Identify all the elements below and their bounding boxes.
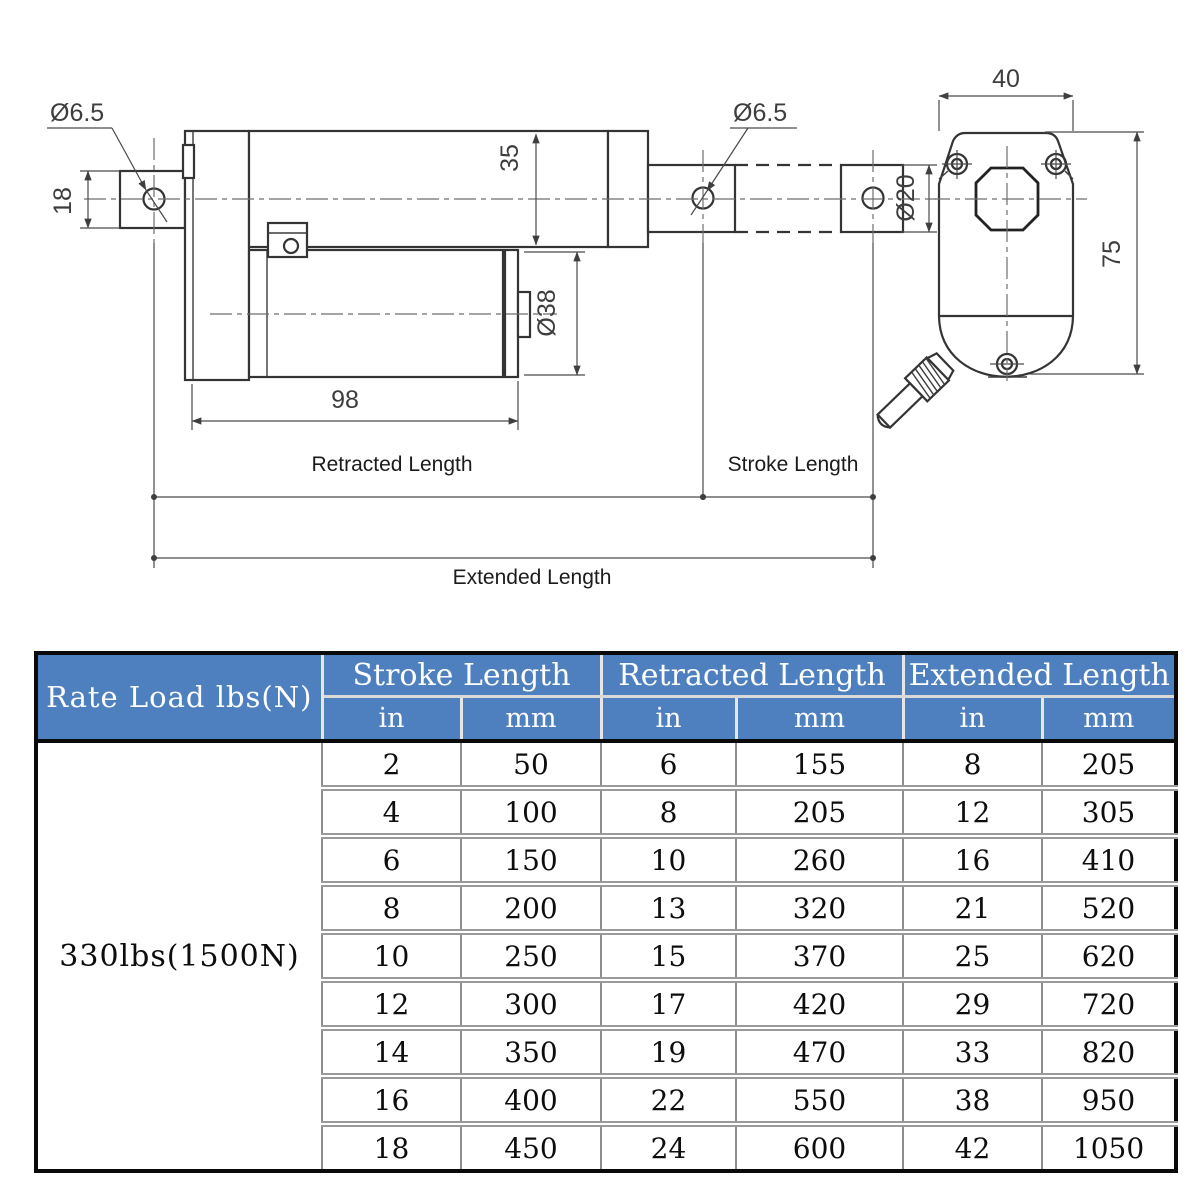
retracted-length-label: Retracted Length [311, 453, 473, 476]
table-cell: 10 [601, 836, 736, 884]
cable [878, 383, 923, 427]
table-cell: 42 [903, 1124, 1042, 1171]
svg-text:98: 98 [331, 386, 359, 414]
header-retracted-length: Retracted Length [601, 653, 903, 697]
table-cell: 150 [461, 836, 601, 884]
header-extended-length: Extended Length [903, 653, 1176, 697]
table-cell: 25 [903, 932, 1042, 980]
table-cell: 13 [601, 884, 736, 932]
table-cell: 29 [903, 980, 1042, 1028]
table-cell: 410 [1042, 836, 1176, 884]
table-cell: 950 [1042, 1076, 1176, 1124]
table-cell: 400 [461, 1076, 601, 1124]
table-row [36, 741, 1176, 788]
unit-header-extended-mm: mm [1042, 697, 1176, 742]
table-cell: 155 [736, 741, 903, 788]
svg-text:Ø20: Ø20 [892, 174, 920, 222]
table-cell: 15 [601, 932, 736, 980]
unit-header-retracted-in: in [601, 697, 736, 742]
table-cell: 18 [322, 1124, 461, 1171]
table-cell: 22 [601, 1076, 736, 1124]
svg-text:18: 18 [49, 187, 77, 215]
side-view [47, 99, 937, 589]
table-cell: 320 [736, 884, 903, 932]
housing-boss [183, 145, 194, 178]
table-cell: 300 [461, 980, 601, 1028]
svg-text:Ø6.5: Ø6.5 [733, 99, 788, 127]
table-cell: 4 [322, 788, 461, 836]
table-cell: 370 [736, 932, 903, 980]
unit-header-extended-in: in [903, 697, 1042, 742]
table-cell: 520 [1042, 884, 1176, 932]
table-cell: 21 [903, 884, 1042, 932]
table-cell: 200 [461, 884, 601, 932]
table-cell: 6 [322, 836, 461, 884]
unit-header-retracted-mm: mm [736, 697, 903, 742]
svg-text:75: 75 [1098, 240, 1126, 268]
table-cell: 12 [903, 788, 1042, 836]
unit-header-stroke-mm: mm [461, 697, 601, 742]
spec-table-body [36, 741, 1176, 1171]
svg-text:Ø38: Ø38 [533, 289, 561, 337]
table-cell: 720 [1042, 980, 1176, 1028]
header-rate-load: Rate Load lbs(N) [36, 653, 322, 741]
table-cell: 16 [322, 1076, 461, 1124]
stroke-length-label: Stroke Length [727, 453, 859, 476]
table-cell: 205 [1042, 741, 1176, 788]
table-cell: 17 [601, 980, 736, 1028]
rate-load-value-cell: 330lbs(1500N) [36, 741, 322, 1171]
cable-gland [870, 350, 956, 435]
svg-text:40: 40 [992, 65, 1020, 93]
table-cell: 8 [322, 884, 461, 932]
table-cell: 8 [903, 741, 1042, 788]
table-cell: 205 [736, 788, 903, 836]
svg-text:Ø6.5: Ø6.5 [50, 99, 105, 127]
table-cell: 250 [461, 932, 601, 980]
spec-table [34, 651, 1178, 1173]
table-cell: 620 [1042, 932, 1176, 980]
table-cell: 820 [1042, 1028, 1176, 1076]
dimension-motor-diameter [524, 252, 585, 375]
dimension-housing-length [192, 381, 518, 430]
table-cell: 600 [736, 1124, 903, 1171]
table-cell: 19 [601, 1028, 736, 1076]
end-view [870, 65, 1144, 435]
cylinder-end-cap [608, 131, 648, 247]
table-cell: 260 [736, 836, 903, 884]
table-cell: 50 [461, 741, 601, 788]
table-cell: 450 [461, 1124, 601, 1171]
svg-text:35: 35 [496, 144, 524, 172]
table-cell: 470 [736, 1028, 903, 1076]
table-cell: 100 [461, 788, 601, 836]
table-cell: 16 [903, 836, 1042, 884]
table-cell: 1050 [1042, 1124, 1176, 1171]
table-cell: 305 [1042, 788, 1176, 836]
table-cell: 6 [601, 741, 736, 788]
table-cell: 550 [736, 1076, 903, 1124]
table-cell: 12 [322, 980, 461, 1028]
table-cell: 420 [736, 980, 903, 1028]
extended-length-label: Extended Length [452, 566, 612, 589]
table-cell: 2 [322, 741, 461, 788]
header-stroke-length: Stroke Length [322, 653, 601, 697]
unit-header-stroke-in: in [322, 697, 461, 742]
table-cell: 38 [903, 1076, 1042, 1124]
table-cell: 350 [461, 1028, 601, 1076]
table-cell: 33 [903, 1028, 1042, 1076]
dimension-end-width [939, 65, 1073, 131]
table-cell: 14 [322, 1028, 461, 1076]
table-cell: 8 [601, 788, 736, 836]
table-cell: 24 [601, 1124, 736, 1171]
table-cell: 10 [322, 932, 461, 980]
